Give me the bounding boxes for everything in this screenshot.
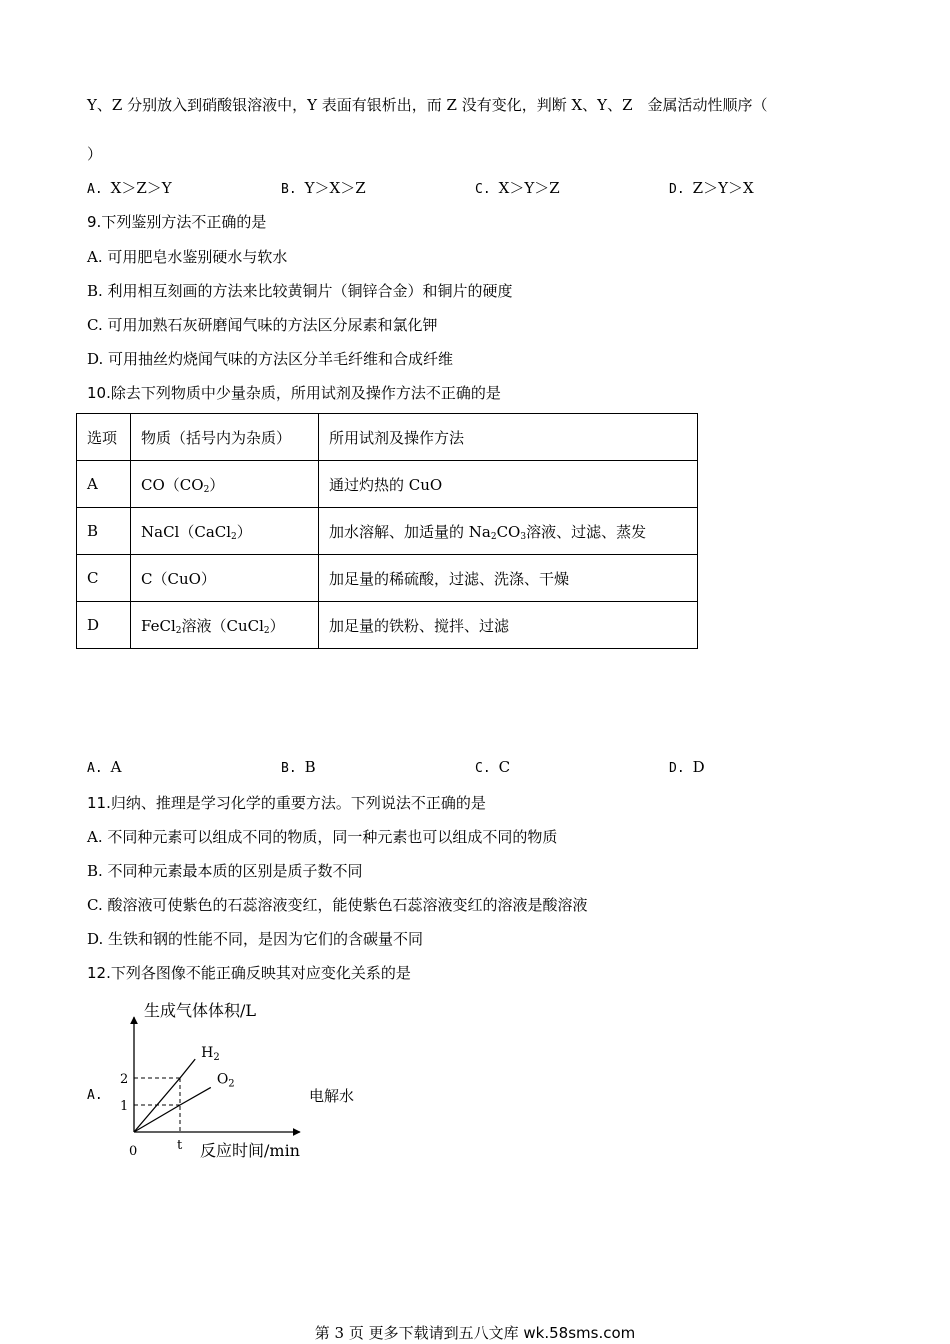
q12-stem: 12.下列各图像不能正确反映其对应变化关系的是	[87, 964, 411, 982]
q12-option-a-caption: 电解水	[309, 1087, 355, 1105]
q11-number: 11.	[87, 794, 111, 812]
table-row	[77, 602, 698, 649]
q10-option-b[interactable]: B. B	[281, 758, 316, 776]
q8-stem-line1: Y、Z 分别放入到硝酸银溶液中，Y 表面有银析出，而 Z 没有变化，判断 X、Y、Z 金属活动性顺序（	[87, 96, 768, 114]
q9-option-c[interactable]: C. 可用加熟石灰研磨闻气味的方法区分尿素和氯化钾	[87, 316, 438, 334]
series-line-H2	[134, 1059, 195, 1132]
q10-number: 10.	[87, 384, 111, 402]
table-cell-method: 加足量的铁粉、搅拌、过滤	[319, 602, 698, 649]
series-label-H2: $H_2$	[201, 1045, 220, 1064]
table-cell-option: A	[77, 461, 131, 508]
q10-table	[76, 413, 698, 649]
q9-option-b[interactable]: B. 利用相互刻画的方法来比较黄铜片（铜锌合金）和铜片的硬度	[87, 282, 513, 300]
q9-option-a[interactable]: A. 可用肥皂水鉴别硬水与软水	[87, 248, 288, 266]
q8-option-d[interactable]: D. Z＞Y＞X	[669, 179, 754, 197]
table-row	[77, 461, 698, 508]
origin-label: 0	[129, 1144, 138, 1159]
q8-stem-line2: ）	[87, 145, 103, 163]
table-header-substance: 物质（括号内为杂质）	[131, 414, 319, 461]
q9-number: 9.	[87, 213, 102, 231]
footer-site-link[interactable]: wk.58sms.com	[523, 1324, 636, 1342]
x-axis-label: 反应时间/min	[200, 1141, 300, 1160]
q11-option-d[interactable]: D. 生铁和钢的性能不同，是因为它们的含碳量不同	[87, 930, 424, 948]
series-label-O2: $O_2$	[216, 1071, 235, 1090]
table-cell-method: 加水溶解、加适量的 $Na_2CO_3$溶液、过滤、蒸发	[319, 508, 698, 555]
table-header-method: 所用试剂及操作方法	[319, 414, 698, 461]
table-cell-option: B	[77, 508, 131, 555]
q12-option-a-label[interactable]: A.	[87, 1088, 103, 1103]
table-cell-method: 通过灼热的 CuO	[319, 461, 698, 508]
table-header-option: 选项	[77, 414, 131, 461]
table-cell-substance: FeCl$_2$溶液（CuCl$_2$）	[131, 602, 319, 649]
q10-option-a[interactable]: A. A	[87, 758, 122, 776]
q8-option-b[interactable]: B. Y＞X＞Z	[281, 179, 366, 197]
q10-option-d[interactable]: D. D	[669, 758, 705, 776]
q10-option-c[interactable]: C. C	[475, 758, 511, 776]
q8-option-c[interactable]: C. X＞Y＞Z	[475, 179, 560, 197]
table-cell-substance: C（CuO）	[131, 555, 319, 602]
q11-option-c[interactable]: C. 酸溶液可使紫色的石蕊溶液变红，能使紫色石蕊溶液变红的溶液是酸溶液	[87, 896, 588, 914]
q11-option-a[interactable]: A. 不同种元素可以组成不同的物质，同一种元素也可以组成不同的物质	[87, 828, 558, 846]
y-tick-label-2: 2	[120, 1072, 129, 1087]
table-cell-substance: NaCl（CaCl$_2$）	[131, 508, 319, 555]
y-tick-label-1: 1	[120, 1099, 129, 1114]
table-row	[77, 555, 698, 602]
q11-stem: 11.归纳、推理是学习化学的重要方法。下列说法不正确的是	[87, 794, 486, 812]
q12-number: 12.	[87, 964, 111, 982]
y-axis-label: 生成气体体积/L	[144, 1001, 257, 1020]
series-line-O2	[134, 1087, 211, 1132]
q11-option-b[interactable]: B. 不同种元素最本质的区别是质子数不同	[87, 862, 363, 880]
table-cell-method: 加足量的稀硫酸，过滤、洗涤、干燥	[319, 555, 698, 602]
electrolysis-chart	[112, 995, 312, 1165]
x-tick-label-t: t	[177, 1138, 183, 1153]
q9-stem: 9.下列鉴别方法不正确的是	[87, 213, 267, 231]
table-cell-option: D	[77, 602, 131, 649]
table-cell-substance: $CO(CO_2)$	[131, 461, 319, 508]
q8-option-a[interactable]: A. X＞Z＞Y	[87, 179, 172, 197]
table-cell-option: C	[77, 555, 131, 602]
q9-option-d[interactable]: D. 可用抽丝灼烧闻气味的方法区分羊毛纤维和合成纤维	[87, 350, 454, 368]
table-header-row	[77, 414, 698, 461]
table-row	[77, 508, 698, 555]
page-footer: 第 3 页 更多下载请到五八文库 wk.58sms.com	[314, 1324, 636, 1342]
q10-stem: 10.除去下列物质中少量杂质，所用试剂及操作方法不正确的是	[87, 384, 501, 402]
